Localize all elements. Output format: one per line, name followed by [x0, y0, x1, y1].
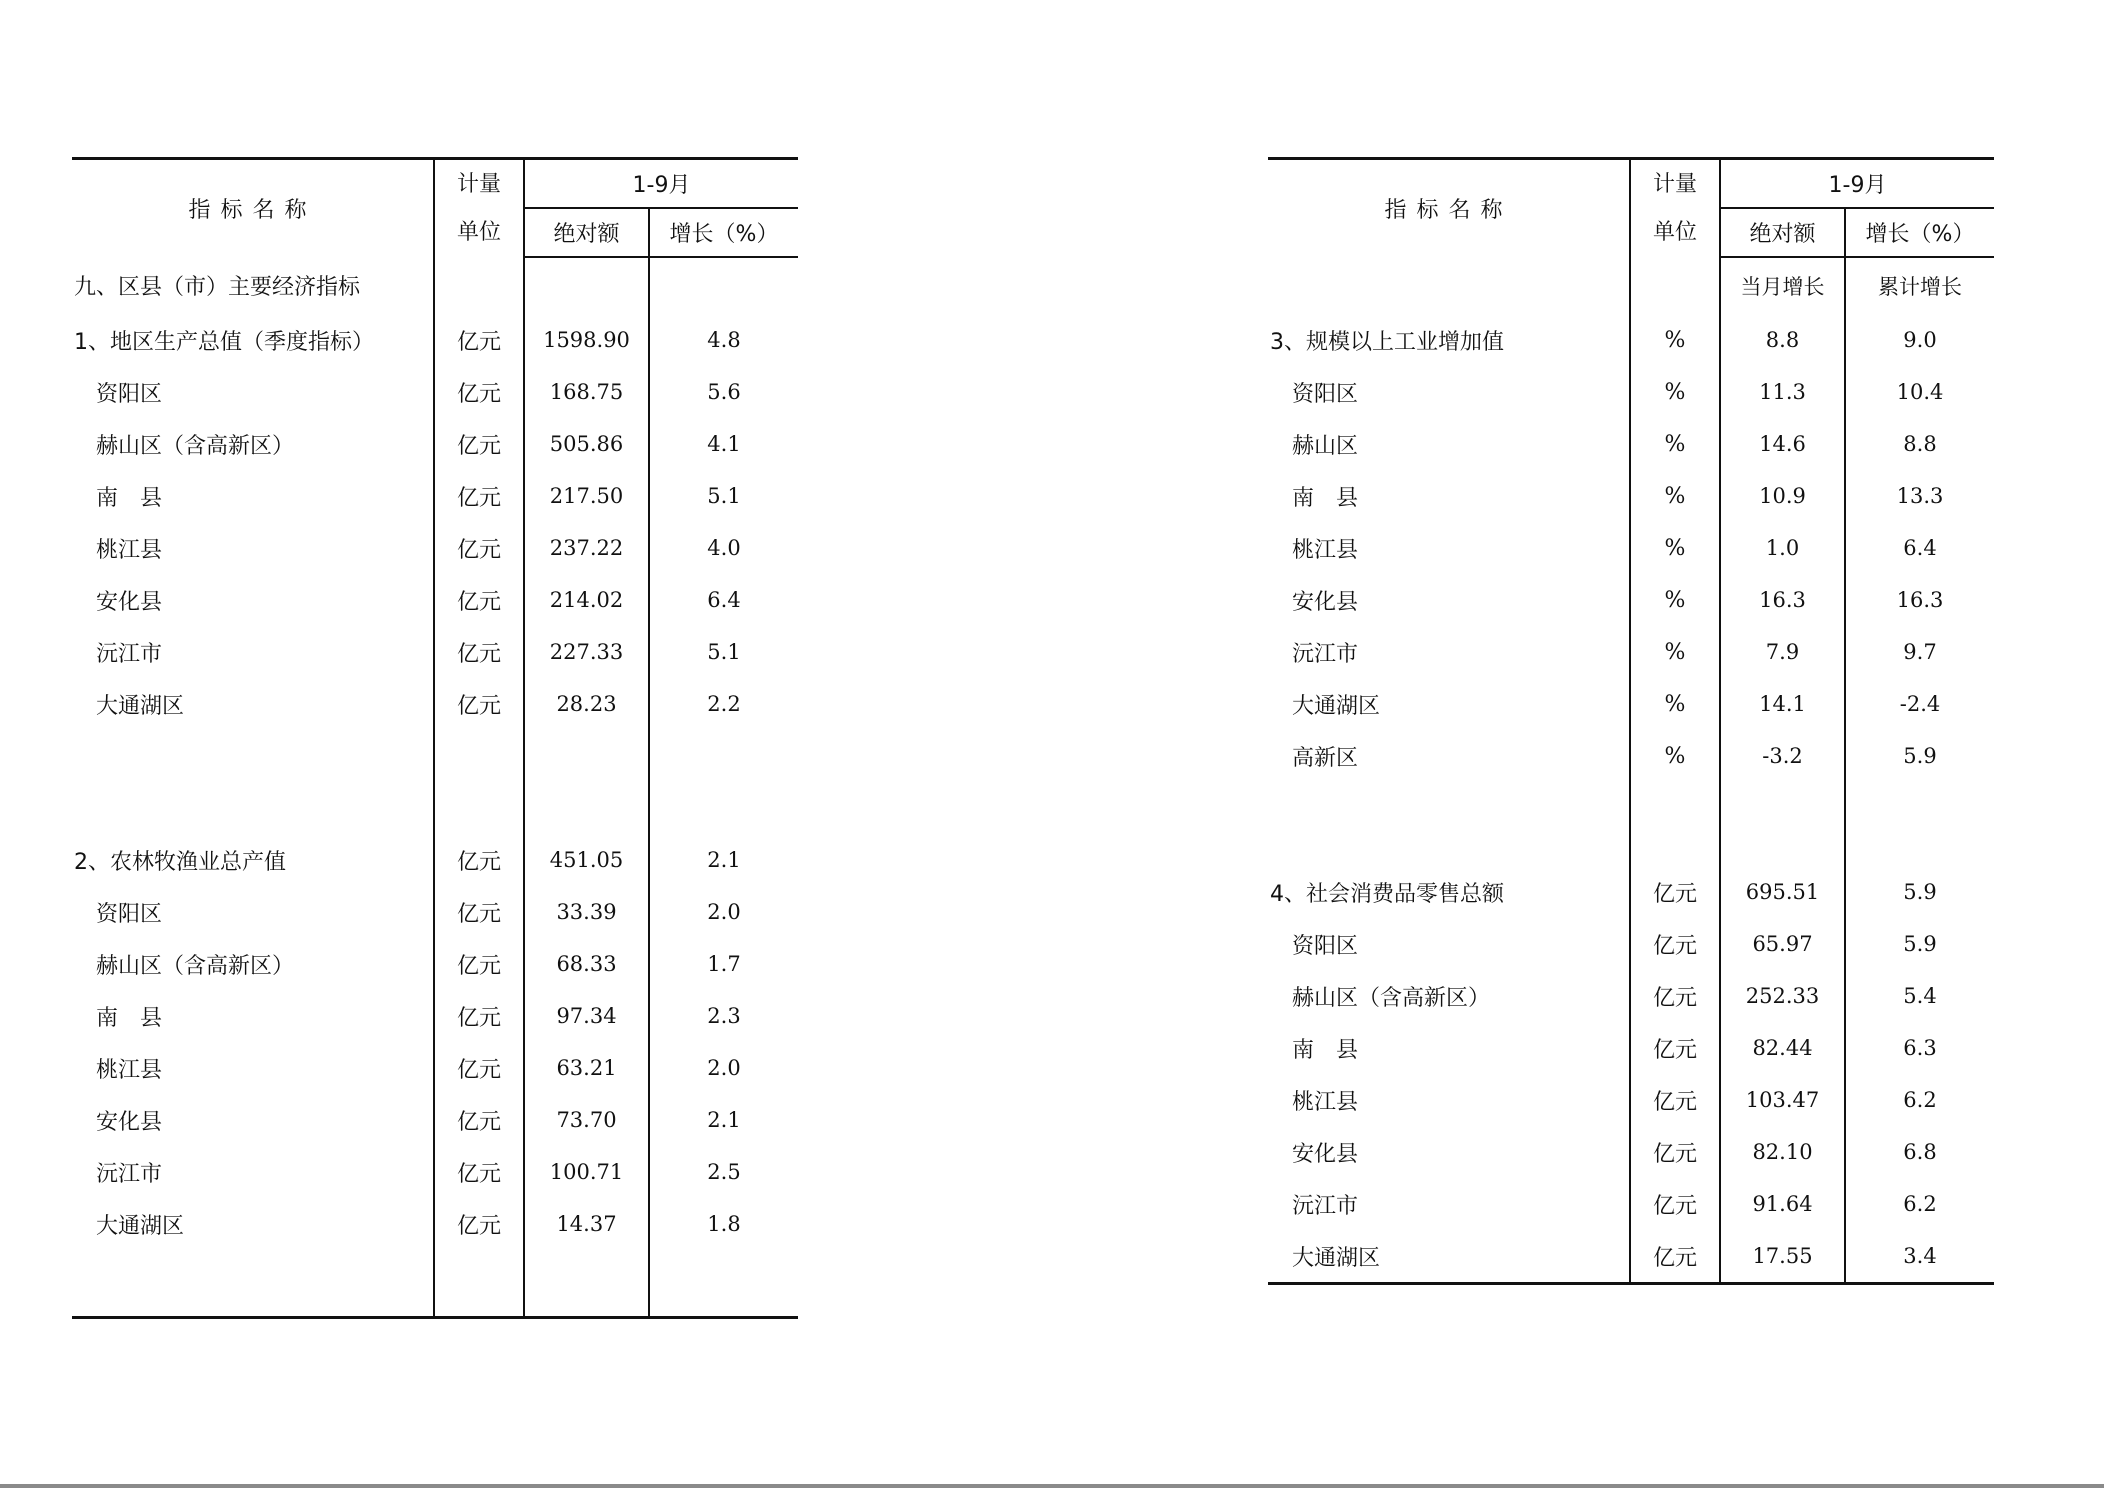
- table-row: [1268, 730, 1994, 782]
- growth-cell: 6.4: [707, 588, 741, 612]
- growth-cell: 10.4: [1896, 380, 1944, 404]
- growth-cell: 6.8: [1903, 1140, 1937, 1164]
- group-title: 4、社会消费品零售总额: [1268, 866, 1630, 918]
- unit-cell: 亿元: [1630, 1074, 1720, 1126]
- growth-cell: 13.3: [1896, 484, 1944, 508]
- region-name: 南 县: [72, 990, 434, 1042]
- unit-cell: 亿元: [434, 366, 524, 418]
- absolute-cell: 217.50: [524, 470, 649, 522]
- table-row: [72, 1042, 798, 1094]
- unit-cell: 亿元: [434, 470, 524, 522]
- region-name: 资阳区: [1268, 918, 1630, 970]
- table-row-group-total: [1268, 866, 1994, 918]
- table-row: [72, 418, 798, 470]
- table-row: [1268, 574, 1994, 626]
- region-name: 南 县: [1268, 470, 1630, 522]
- region-name: 赫山区: [1268, 418, 1630, 470]
- left-table: [72, 157, 798, 1319]
- table-row: [1268, 470, 1994, 522]
- absolute-cell: 237.22: [524, 522, 649, 574]
- growth-cell: 6.3: [1903, 1036, 1937, 1060]
- unit-cell: 亿元: [434, 1146, 524, 1198]
- region-name: 安化县: [1268, 1126, 1630, 1178]
- growth-cell: 2.0: [707, 1056, 741, 1080]
- growth-cell: 5.9: [1903, 744, 1937, 768]
- table-row: [72, 522, 798, 574]
- table-row-group-total: [72, 314, 798, 366]
- absolute-cell: 68.33: [524, 938, 649, 990]
- unit-cell: %: [1630, 418, 1720, 470]
- table-row-group-total: [72, 834, 798, 886]
- group-title: 3、规模以上工业增加值: [1268, 314, 1630, 366]
- header-unit-line1: 计量: [1652, 171, 1697, 197]
- header-indicator-name: 指标名称: [72, 159, 434, 258]
- unit-cell: 亿元: [434, 314, 524, 366]
- table-row: [1268, 522, 1994, 574]
- absolute-cell: 8.8: [1720, 314, 1845, 366]
- growth-cell: 5.6: [707, 380, 741, 404]
- table-row: [1268, 418, 1994, 470]
- growth-cell: 2.2: [707, 692, 741, 716]
- absolute-cell: 214.02: [524, 574, 649, 626]
- table-row: [72, 574, 798, 626]
- growth-cell: 2.1: [707, 848, 741, 872]
- table-row: [1268, 678, 1994, 730]
- header-absolute: 绝对额: [1720, 208, 1845, 257]
- growth-cell: 5.1: [707, 640, 741, 664]
- region-name: 赫山区（含高新区）: [72, 418, 434, 470]
- subheader-cumulative-growth: 累计增长: [1878, 275, 1962, 299]
- absolute-cell: 91.64: [1720, 1178, 1845, 1230]
- region-name: 资阳区: [72, 886, 434, 938]
- table-row: [72, 938, 798, 990]
- absolute-cell: 17.55: [1720, 1230, 1845, 1284]
- page-bottom-edge: [0, 1484, 2104, 1488]
- growth-cell: 4.1: [707, 432, 741, 456]
- table-row-group-total: [1268, 314, 1994, 366]
- table-row: [72, 990, 798, 1042]
- absolute-cell: 451.05: [524, 834, 649, 886]
- unit-cell: %: [1630, 522, 1720, 574]
- region-name: 桃江县: [1268, 522, 1630, 574]
- region-name: 大通湖区: [72, 678, 434, 730]
- absolute-cell: 7.9: [1720, 626, 1845, 678]
- header-absolute: 绝对额: [524, 208, 649, 257]
- header-unit-line2: 单位: [456, 219, 501, 245]
- absolute-cell: 82.10: [1720, 1126, 1845, 1178]
- absolute-cell: 28.23: [524, 678, 649, 730]
- region-name: 桃江县: [72, 522, 434, 574]
- growth-cell: 4.8: [707, 328, 741, 352]
- region-name: 大通湖区: [1268, 678, 1630, 730]
- absolute-cell: 14.1: [1720, 678, 1845, 730]
- group-title: 1、地区生产总值（季度指标）: [72, 314, 434, 366]
- unit-cell: 亿元: [434, 574, 524, 626]
- spacer-row: [1268, 782, 1994, 866]
- subheader-monthly-growth: 当月增长: [1720, 257, 1845, 314]
- growth-cell: 8.8: [1903, 432, 1937, 456]
- absolute-cell: 82.44: [1720, 1022, 1845, 1074]
- growth-cell: 3.4: [1903, 1244, 1937, 1268]
- table-row: [72, 1094, 798, 1146]
- unit-cell: 亿元: [1630, 1022, 1720, 1074]
- unit-cell: %: [1630, 730, 1720, 782]
- table-row: [1268, 1178, 1994, 1230]
- header-unit-line2: 单位: [1652, 219, 1697, 245]
- growth-cell: 6.4: [1903, 536, 1937, 560]
- absolute-cell: 1.0: [1720, 522, 1845, 574]
- table-row: [1268, 1022, 1994, 1074]
- region-name: 安化县: [1268, 574, 1630, 626]
- absolute-cell: 10.9: [1720, 470, 1845, 522]
- table-row: [1268, 366, 1994, 418]
- table-row: [72, 678, 798, 730]
- unit-cell: 亿元: [1630, 1178, 1720, 1230]
- header-unit: [1630, 159, 1720, 258]
- spacer-row: [72, 782, 798, 834]
- unit-cell: %: [1630, 574, 1720, 626]
- unit-cell: 亿元: [1630, 918, 1720, 970]
- unit-cell: %: [1630, 470, 1720, 522]
- absolute-cell: 1598.90: [524, 314, 649, 366]
- growth-cell: 6.2: [1903, 1192, 1937, 1216]
- header-growth: 增长（%）: [1845, 208, 1994, 257]
- unit-cell: 亿元: [1630, 866, 1720, 918]
- region-name: 安化县: [72, 1094, 434, 1146]
- growth-cell: 1.8: [707, 1212, 741, 1236]
- header-unit-line1: 计量: [456, 171, 501, 197]
- right-statistics-table: [1268, 157, 1994, 1285]
- header-growth: 增长（%）: [649, 208, 798, 257]
- absolute-cell: 100.71: [524, 1146, 649, 1198]
- absolute-cell: 505.86: [524, 418, 649, 470]
- region-name: 资阳区: [1268, 366, 1630, 418]
- table-row: [72, 1198, 798, 1250]
- unit-cell: 亿元: [1630, 1230, 1720, 1284]
- growth-cell: 2.3: [707, 1004, 741, 1028]
- spacer-row: [72, 1250, 798, 1318]
- unit-cell: 亿元: [434, 938, 524, 990]
- table-row: [72, 470, 798, 522]
- region-name: 沅江市: [72, 1146, 434, 1198]
- unit-cell: 亿元: [434, 678, 524, 730]
- table-row: [72, 1146, 798, 1198]
- region-name: 沅江市: [72, 626, 434, 678]
- growth-cell: 4.0: [707, 536, 741, 560]
- table-row: [1268, 1074, 1994, 1126]
- region-name: 南 县: [72, 470, 434, 522]
- unit-cell: 亿元: [1630, 970, 1720, 1022]
- absolute-cell: 73.70: [524, 1094, 649, 1146]
- unit-cell: 亿元: [434, 1094, 524, 1146]
- growth-cell: 6.2: [1903, 1088, 1937, 1112]
- section-row: [72, 257, 798, 314]
- region-name: 高新区: [1268, 730, 1630, 782]
- unit-cell: 亿元: [434, 522, 524, 574]
- growth-cell: 5.1: [707, 484, 741, 508]
- unit-cell: 亿元: [434, 990, 524, 1042]
- region-name: 南 县: [1268, 1022, 1630, 1074]
- unit-cell: 亿元: [434, 418, 524, 470]
- absolute-cell: 33.39: [524, 886, 649, 938]
- region-name: 桃江县: [72, 1042, 434, 1094]
- region-name: 沅江市: [1268, 626, 1630, 678]
- section-title: 九、区县（市）主要经济指标: [72, 257, 434, 314]
- table-row: [1268, 1230, 1994, 1284]
- unit-cell: %: [1630, 366, 1720, 418]
- table-row: [1268, 918, 1994, 970]
- absolute-cell: 65.97: [1720, 918, 1845, 970]
- unit-cell: 亿元: [434, 834, 524, 886]
- unit-cell: 亿元: [434, 1042, 524, 1094]
- absolute-cell: 63.21: [524, 1042, 649, 1094]
- absolute-cell: 252.33: [1720, 970, 1845, 1022]
- absolute-cell: 97.34: [524, 990, 649, 1042]
- growth-cell: 1.7: [707, 952, 741, 976]
- growth-cell: 2.1: [707, 1108, 741, 1132]
- region-name: 沅江市: [1268, 1178, 1630, 1230]
- table-row: [72, 626, 798, 678]
- region-name: 赫山区（含高新区）: [1268, 970, 1630, 1022]
- growth-cell: 5.4: [1903, 984, 1937, 1008]
- unit-cell: %: [1630, 314, 1720, 366]
- growth-cell: 16.3: [1896, 588, 1944, 612]
- growth-cell: 5.9: [1903, 880, 1937, 904]
- growth-cell: 9.7: [1903, 640, 1937, 664]
- absolute-cell: -3.2: [1720, 730, 1845, 782]
- table-row: [1268, 970, 1994, 1022]
- absolute-cell: 695.51: [1720, 866, 1845, 918]
- region-name: 安化县: [72, 574, 434, 626]
- growth-cell: 9.0: [1903, 328, 1937, 352]
- unit-cell: 亿元: [434, 886, 524, 938]
- table-row: [72, 886, 798, 938]
- unit-cell: 亿元: [1630, 1126, 1720, 1178]
- header-unit: [434, 159, 524, 258]
- table-row: [72, 366, 798, 418]
- absolute-cell: 168.75: [524, 366, 649, 418]
- group-title: 2、农林牧渔业总产值: [72, 834, 434, 886]
- header-period: 1-9月: [524, 159, 798, 209]
- unit-cell: %: [1630, 626, 1720, 678]
- region-name: 大通湖区: [1268, 1230, 1630, 1284]
- unit-cell: 亿元: [434, 626, 524, 678]
- growth-cell: 5.9: [1903, 932, 1937, 956]
- unit-cell: %: [1630, 678, 1720, 730]
- region-name: 桃江县: [1268, 1074, 1630, 1126]
- table-row: [1268, 626, 1994, 678]
- table-row: [1268, 1126, 1994, 1178]
- left-statistics-table: [72, 157, 798, 1319]
- unit-cell: 亿元: [434, 1198, 524, 1250]
- header-period: 1-9月: [1720, 159, 1994, 209]
- absolute-cell: 103.47: [1720, 1074, 1845, 1126]
- absolute-cell: 14.37: [524, 1198, 649, 1250]
- region-name: 大通湖区: [72, 1198, 434, 1250]
- spacer-row: [72, 730, 798, 782]
- right-table: [1268, 157, 1994, 1285]
- absolute-cell: 14.6: [1720, 418, 1845, 470]
- growth-cell: 2.5: [707, 1160, 741, 1184]
- absolute-cell: 11.3: [1720, 366, 1845, 418]
- absolute-cell: 16.3: [1720, 574, 1845, 626]
- growth-cell: -2.4: [1899, 692, 1941, 716]
- header-indicator-name: 指标名称: [1268, 159, 1630, 258]
- subheader-row: [1268, 257, 1994, 314]
- region-name: 资阳区: [72, 366, 434, 418]
- growth-cell: 2.0: [707, 900, 741, 924]
- absolute-cell: 227.33: [524, 626, 649, 678]
- region-name: 赫山区（含高新区）: [72, 938, 434, 990]
